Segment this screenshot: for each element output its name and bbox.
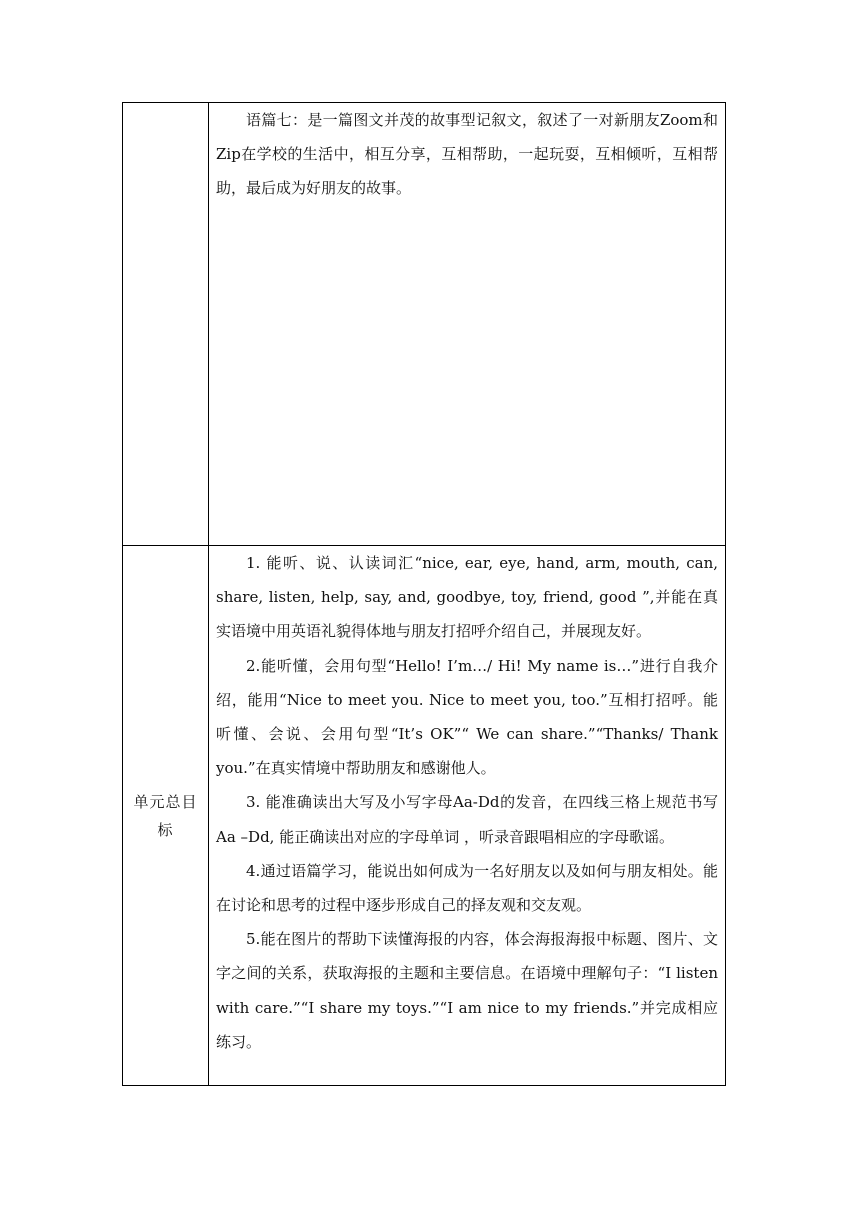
paragraph: 1. 能听、说、认读词汇“nice, ear, eye, hand, arm, mouth, can, share, listen, help, say, and, goodbye, toy, friend, good ”,并能在真实语境中用英语礼貌得体地与朋友打招呼介绍自己，并展现友好。 <box>216 554 718 641</box>
row-content-cell <box>209 103 726 546</box>
paragraph: 4.通过语篇学习，能说出如何成为一名好朋友以及如何与朋友相处。能在讨论和思考的过程中逐步形成自己的择友观和交友观。 <box>216 861 718 915</box>
table-row <box>123 546 726 1086</box>
paragraph: 5.能在图片的帮助下读懂海报的内容，体会海报海报中标题、图片、文字之间的关系，获取海报的主题和主要信息。在语境中理解句子：“I listen with care.”“I share my toys.”“I am nice to my friends.”并完成相应练习。 <box>216 930 718 1051</box>
paragraph: 语篇七：是一篇图文并茂的故事型记叙文，叙述了一对新朋友Zoom和Zip在学校的生活中，相互分享，互相帮助，一起玩耍，互相倾听，互相帮助，最后成为好朋友的故事。 <box>216 111 718 198</box>
row-label: 单元总目标 <box>133 792 198 839</box>
row-content <box>209 546 725 1059</box>
unit-plan-table <box>122 102 726 1086</box>
row-content <box>209 103 725 206</box>
row-label-cell <box>123 546 209 1086</box>
row-content-cell <box>209 546 726 1086</box>
paragraph: 3. 能准确读出大写及小写字母Aa-Dd的发音，在四线三格上规范书写Aa –Dd, 能正确读出对应的字母单词 ，听录音跟唱相应的字母歌谣。 <box>216 793 718 846</box>
table-row <box>123 103 726 546</box>
paragraph: 2.能听懂，会用句型“Hello! I’m…/ Hi! My name is…”进行自我介绍，能用“Nice to meet you. Nice to meet you, too.”互相打招呼。能听懂、会说、会用句型“It’s OK”“ We can share.”“Thanks/ Thank you.”在真实情境中帮助朋友和感谢他人。 <box>216 656 718 778</box>
row-label-cell <box>123 103 209 546</box>
